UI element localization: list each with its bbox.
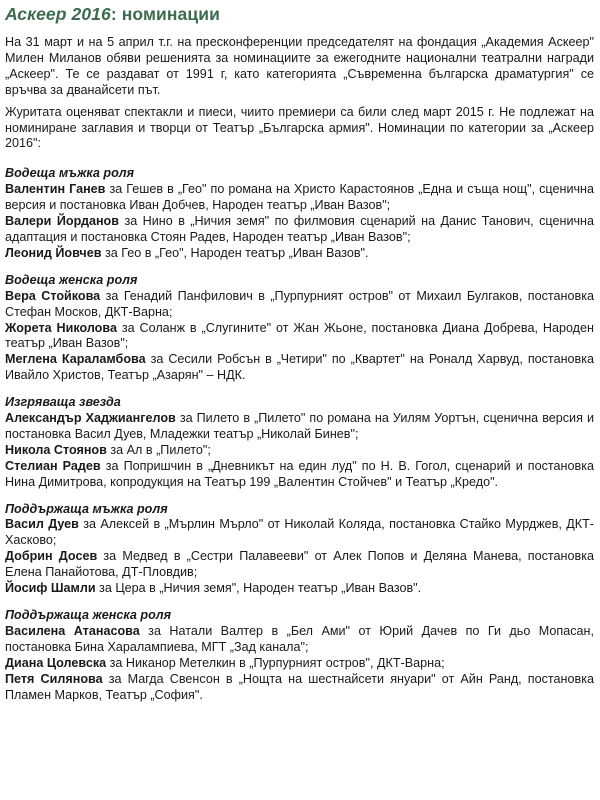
nominee-name: Василена Атанасова — [5, 623, 140, 638]
nominee-name: Йосиф Шамли — [5, 581, 96, 596]
nominee-name: Добрин Досев — [5, 549, 98, 564]
category-heading: Поддържаща женска роля — [5, 608, 172, 622]
category-section — [5, 502, 594, 597]
nominee-name: Никола Стоянов — [5, 442, 107, 457]
nominee-detail: за Ал в „Пилето"; — [106, 442, 211, 457]
nominee-name: Стелиан Радев — [5, 458, 101, 473]
nominee-detail: за Гешев в „Гео" по романа на Христо Карастоянов „Една и съща нощ", сценична версия и постановка Иван Добчев, Народен театър „Иван Вазов"; — [5, 182, 595, 213]
nominee-detail: за Алексей в „Мърлин Мърло" от Николай Коляда, постановка Стайко Мурджев, ДКТ-Хасково; — [5, 517, 594, 548]
nominee-name: Жорета Николова — [5, 320, 117, 335]
nomination-sections — [5, 166, 594, 703]
nominee-entry — [5, 459, 594, 491]
category-heading: Водеща женска роля — [5, 272, 138, 287]
nominee-name: Васил Дуев — [5, 517, 79, 532]
nominee-entry — [5, 289, 594, 321]
nominee-name: Петя Силянова — [5, 671, 103, 686]
nominee-detail: за Сесили Робсън в „Четири" по „Квартет" на Роналд Харвуд, постановка Ивайло Христов, Театър „Азарян" – НДК. — [5, 352, 595, 383]
category-heading: Изгряваща звезда — [5, 395, 121, 410]
nominee-name: Меглена Караламбова — [5, 352, 146, 367]
intro-paragraph: Журитата оценяват спектакли и пиеси, чиито премиери са били след март 2015 г. Не подлежат на номиниране заглавия и творци от Театър „Българска армия". Номинации по категории за „Аскеер 2016": — [5, 104, 594, 151]
nominee-entry — [5, 656, 594, 672]
nominee-detail: за Гео в „Гео", Народен театър „Иван Вазов". — [101, 245, 369, 260]
category-section — [5, 395, 594, 490]
category-section — [5, 166, 594, 261]
nominee-entry — [5, 411, 594, 443]
nominee-name: Вера Стойкова — [5, 288, 101, 303]
nominee-entry — [5, 581, 594, 597]
nominee-entry — [5, 214, 594, 246]
page-title — [5, 3, 594, 25]
nominee-detail: за Натали Валтер в „Бел Ами" от Юрий Дачев по Ги дьо Мопасан, постановка Бина Харалампиева, МГТ „Зад канала"; — [5, 623, 595, 654]
nominee-name: Леонид Йовчев — [5, 245, 102, 260]
nominee-entry — [5, 182, 594, 214]
nominee-entry — [5, 517, 594, 549]
category-heading: Водеща мъжка роля — [5, 166, 135, 181]
nominee-entry — [5, 549, 594, 581]
nominee-name: Валентин Ганев — [5, 182, 106, 197]
nominee-name: Валери Йорданов — [5, 214, 119, 229]
nominee-entry — [5, 321, 594, 353]
nominee-detail: за Попришчин в „Дневникът на един луд" по Н. В. Гогол, сценарий и постановка Нина Димитрова, копродукция на Театър 199 „Валентин Стойчев" и Театър „Кредо". — [5, 458, 594, 489]
nominee-name: Александър Хаджиангелов — [5, 411, 176, 426]
nominee-name: Диана Цолевска — [5, 655, 107, 670]
page-title-plain: : номинации — [110, 4, 220, 24]
nominee-detail: за Медвед в „Сестри Палавееви" от Алек Попов и Деляна Манева, постановка Елена Панайотова, ДТ-Пловдив; — [5, 549, 594, 580]
category-section — [5, 273, 594, 384]
nominee-entry — [5, 672, 594, 704]
nominee-entry — [5, 246, 594, 262]
nominee-entry — [5, 443, 594, 459]
nominee-entry — [5, 352, 594, 384]
nominee-detail: за Нино в „Ничия земя" по филмовия сценарий на Данис Танович, сценична адаптация и постановка Стоян Радев, Народен театър „Иван Вазов"; — [5, 214, 594, 244]
nominee-detail: за Цера в „Ничия земя", Народен театър „Иван Вазов". — [95, 581, 422, 596]
nominee-detail: за Магда Свенсон в „Нощта на шестнайсети януари" от Айн Ранд, постановка Пламен Марков, Театър „София". — [5, 671, 594, 702]
intro-paragraph: На 31 март и на 5 април т.г. на пресконференции председателят на фондация „Академия Аскеер" Милен Миланов обяви решенията за номинациите за ежегодните национални театрални награди „Аскеер". Те се раздават от 1991 г, като категорията „Съвременна българска драматургия" се връчва за дванайсети път. — [5, 35, 594, 97]
page-title-italic: Аскеер 2016 — [5, 4, 111, 24]
intro-block — [5, 35, 594, 152]
nominee-entry — [5, 624, 594, 656]
category-heading: Поддържаща мъжка роля — [5, 501, 168, 516]
nominee-detail: за Соланж в „Слугините" от Жан Жьоне, постановка Диана Добрева, Народен театър „Иван Вазов"; — [5, 320, 594, 351]
nominee-detail: за Пилето в „Пилето" по романа на Уилям Уортън, сценична версия и постановка Васил Дуев, Младежки театър „Николай Бинев"; — [5, 411, 594, 441]
category-section — [5, 608, 594, 703]
nominee-detail: за Никанор Метелкин в „Пурпурният остров", ДКТ-Варна; — [106, 655, 445, 670]
nominee-detail: за Генадий Панфилович в „Пурпурният остров" от Михаил Булгаков, постановка Стефан Москов, ДКТ-Варна; — [5, 288, 594, 319]
